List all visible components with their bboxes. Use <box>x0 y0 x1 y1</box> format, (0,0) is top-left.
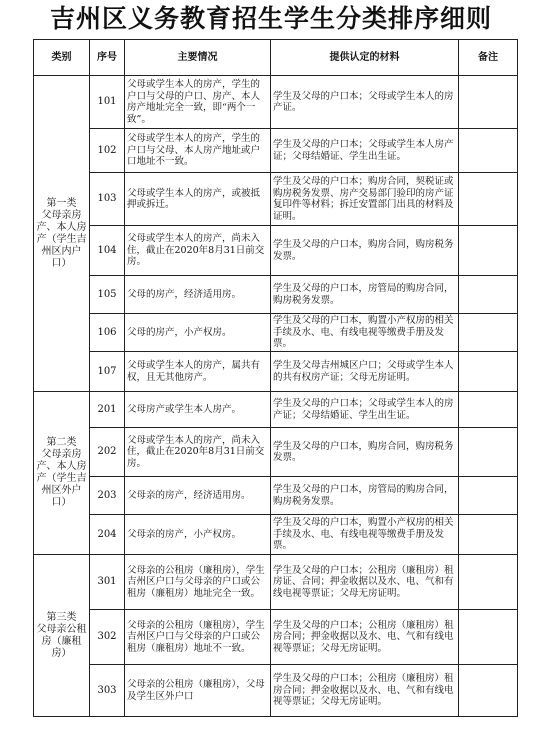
row-remark <box>459 392 518 428</box>
row-situation: 父母房产或学生本人房产。 <box>125 392 271 428</box>
row-no: 201 <box>90 392 125 428</box>
row-materials: 学生及父母的户口本；公租房（廉租房）租房合同；押金收据以及水、电、气和有线电视等票证；父母无房证明。 <box>271 610 459 665</box>
row-materials: 学生及父母的户口本，购房合同，购房税务发票。 <box>271 428 459 477</box>
row-remark <box>459 555 518 610</box>
table-row <box>34 352 518 392</box>
row-no: 101 <box>90 76 125 129</box>
row-situation: 父母亲的房产，经济适用房。 <box>125 477 271 515</box>
row-materials: 学生及父母的户口本，房管局的购房合同，购房税务发票。 <box>271 276 459 314</box>
row-situation: 父母或学生本人的房产，尚未入住，截止在2020年8月31日前交房。 <box>125 428 271 477</box>
row-situation: 父母亲的公租房（廉租房），学生吉州区户口与父母亲的户口或公租房（廉租房）地址完全一致。 <box>125 555 271 610</box>
row-situation: 父母亲的公租房（廉租房），父母及学生区外户口 <box>125 665 271 717</box>
table-row <box>34 314 518 352</box>
row-situation: 父母亲的房产，小产权房。 <box>125 515 271 555</box>
row-no: 102 <box>90 129 125 173</box>
table-row <box>34 515 518 555</box>
row-situation: 父母或学生本人的房产，学生的户口与父母、本人房产地址或户口地址不一致。 <box>125 129 271 173</box>
row-situation: 父母的房产，经济适用房。 <box>125 276 271 314</box>
header-category: 类别 <box>34 40 90 76</box>
row-remark <box>459 76 518 129</box>
row-materials: 学生及父母的户口本；父母或学生本人的房产证；父母结婚证、学生出生证。 <box>271 392 459 428</box>
row-materials: 学生及父母的户口本，购房合同，购房税务发票。 <box>271 226 459 276</box>
table-row <box>34 428 518 477</box>
row-materials: 学生及父母的户口本，购置小产权房的相关手续及水、电、有线电视等缴费手册及发票。 <box>271 515 459 555</box>
table-row <box>34 477 518 515</box>
row-no: 103 <box>90 173 125 226</box>
document-title: 吉州区义务教育招生学生分类排序细则 <box>49 4 492 33</box>
row-remark <box>459 610 518 665</box>
table-row <box>34 555 518 610</box>
row-remark <box>459 665 518 717</box>
row-materials: 学生及父母的户口本；购房合同，契税证或购房税务发票、房产交易部门验印的房产证复印件等材料；拆迁安置部门出具的材料及证明。 <box>271 173 459 226</box>
row-situation: 父母或学生本人的房产，学生的户口与父母的户口、房产、本人房产地址完全一致，即“两个一致”。 <box>125 76 271 129</box>
table-row <box>34 129 518 173</box>
row-situation: 父母的房产，小产权房。 <box>125 314 271 352</box>
row-materials: 学生及父母的户口本，房管局的购房合同，购房税务发票。 <box>271 477 459 515</box>
row-situation: 父母或学生本人的房产，或被抵押或拆迁。 <box>125 173 271 226</box>
row-remark <box>459 477 518 515</box>
table-row <box>34 226 518 276</box>
row-remark <box>459 428 518 477</box>
table-row <box>34 665 518 717</box>
row-no: 303 <box>90 665 125 717</box>
row-situation: 父母亲的公租房（廉租房），学生吉州区户口与父母亲的户口或公租房（廉租房）地址不一致。 <box>125 610 271 665</box>
row-no: 202 <box>90 428 125 477</box>
row-materials: 学生及父母的户口本；父母或学生本人房产证；父母结婚证、学生出生证。 <box>271 129 459 173</box>
row-remark <box>459 352 518 392</box>
row-no: 104 <box>90 226 125 276</box>
row-materials: 学生及父母吉州城区户口；父母或学生本人的共有权房产证；父母无房证明。 <box>271 352 459 392</box>
row-remark <box>459 173 518 226</box>
header-row <box>34 40 518 76</box>
row-materials: 学生及父母的户口本；父母或学生本人的房产证。 <box>271 76 459 129</box>
category-3-cell: 第三类 父母亲公租房（廉租房） <box>34 555 90 717</box>
header-materials: 提供认定的材料 <box>271 40 459 76</box>
row-situation: 父母或学生本人的房产，尚未入住，截止在2020年8月31日前交房。 <box>125 226 271 276</box>
row-no: 106 <box>90 314 125 352</box>
row-materials: 学生及父母的户口本；公租房（廉租房）租房证、合同；押金收据以及水、电、气和有线电视等票证；父母无房证明。 <box>271 555 459 610</box>
row-remark <box>459 129 518 173</box>
row-materials: 学生及父母的户口本，购置小产权房的相关手续及水、电、有线电视等缴费手册及发票。 <box>271 314 459 352</box>
row-no: 302 <box>90 610 125 665</box>
table-row <box>34 610 518 665</box>
header-situation: 主要情况 <box>125 40 271 76</box>
table-row <box>34 392 518 428</box>
row-no: 301 <box>90 555 125 610</box>
row-no: 204 <box>90 515 125 555</box>
table-row <box>34 76 518 129</box>
header-no: 序号 <box>90 40 125 76</box>
classification-table <box>33 39 518 717</box>
row-remark <box>459 515 518 555</box>
category-2-cell: 第二类 父母亲房产、本人房产（学生吉州区外户口） <box>34 392 90 555</box>
row-remark <box>459 276 518 314</box>
category-1-cell: 第一类 父母亲房产、本人房产（学生吉州区内户口） <box>34 76 90 392</box>
row-no: 107 <box>90 352 125 392</box>
row-remark <box>459 314 518 352</box>
row-situation: 父母或学生本人的房产，属共有权，且无其他房产。 <box>125 352 271 392</box>
row-no: 203 <box>90 477 125 515</box>
table-row <box>34 173 518 226</box>
header-remark: 备注 <box>459 40 518 76</box>
row-no: 105 <box>90 276 125 314</box>
row-materials: 学生及父母的户口本；公租房（廉租房）租房合同；押金收据以及水、电、气和有线电视等票证；父母无房证明。 <box>271 665 459 717</box>
row-remark <box>459 226 518 276</box>
table-row <box>34 276 518 314</box>
